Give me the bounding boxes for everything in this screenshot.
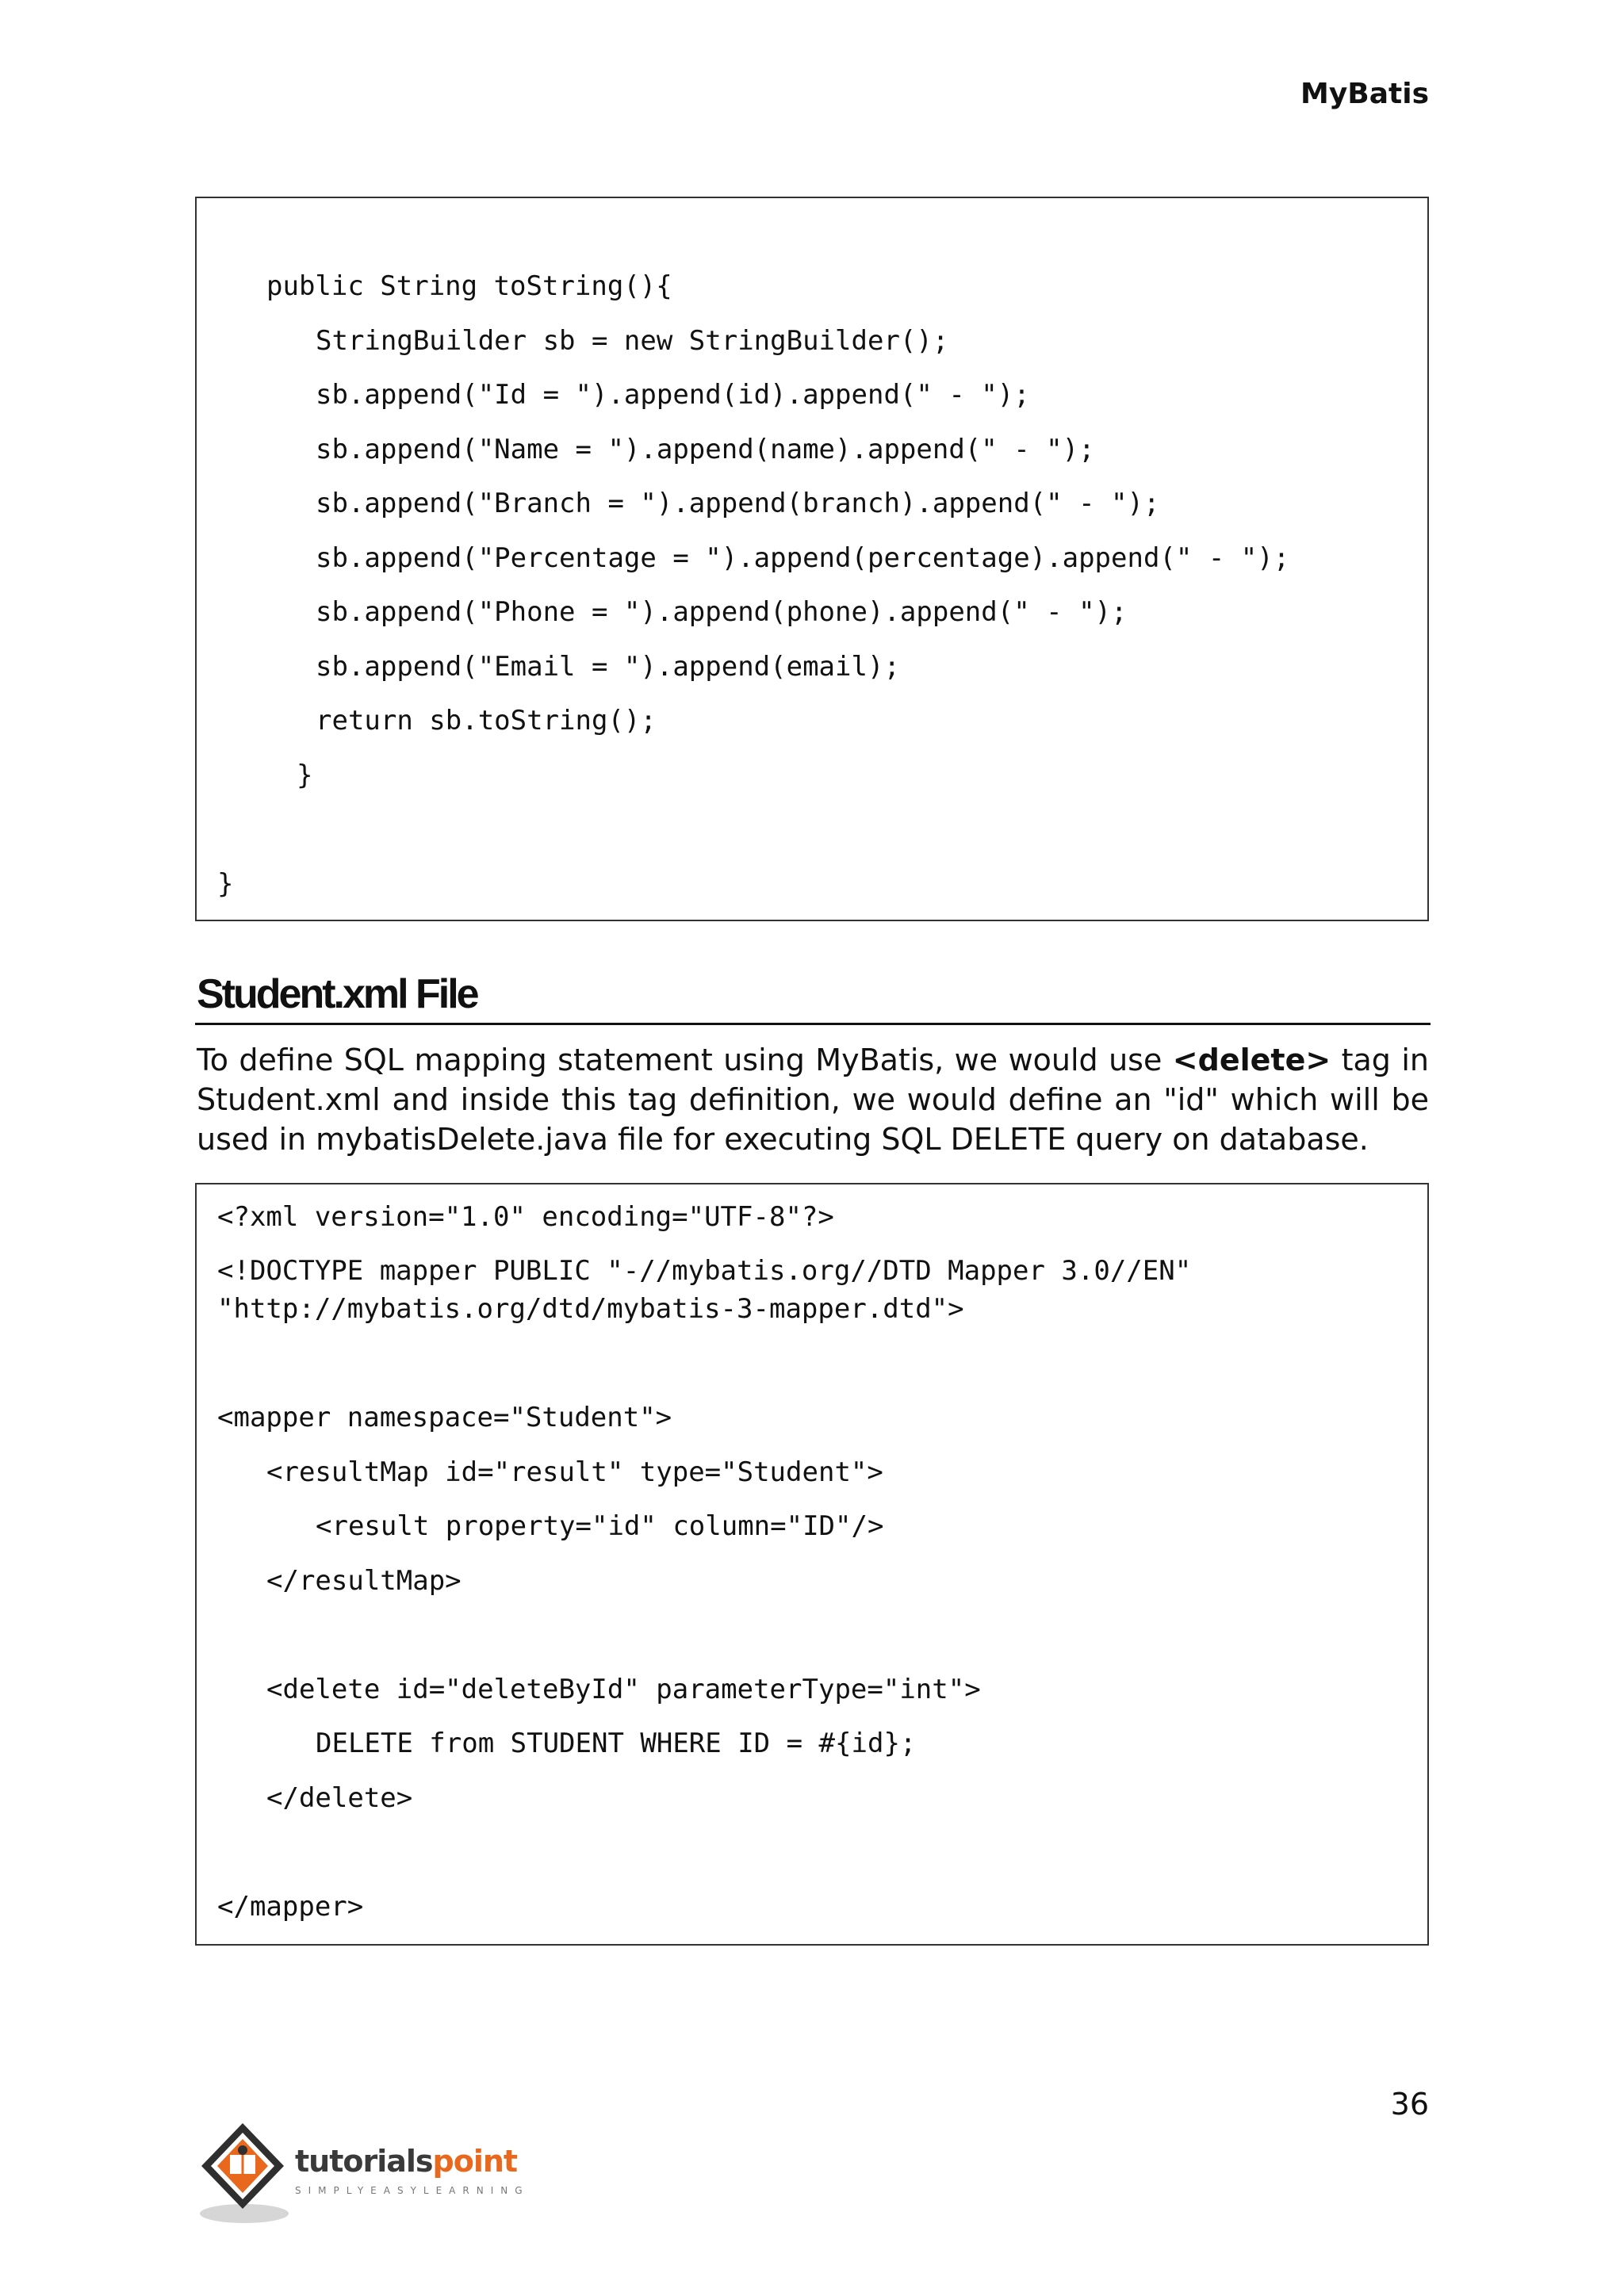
heading-underline <box>195 1023 1431 1025</box>
code-line: sb.append("Phone = ").append(phone).append(" - "); <box>316 596 1128 628</box>
code-line: "http://mybatis.org/dtd/mybatis-3-mapper.dtd"> <box>217 1293 964 1325</box>
code-line: </resultMap> <box>266 1565 462 1597</box>
code-line: <delete id="deleteById" parameterType="int"> <box>266 1674 981 1705</box>
code-line: </mapper> <box>217 1891 364 1923</box>
running-header-title: MyBatis <box>1300 78 1429 110</box>
code-line: <resultMap id="result" type="Student"> <box>266 1456 883 1488</box>
code-line: <!DOCTYPE mapper PUBLIC "-//mybatis.org//DTD Mapper 3.0//EN" <box>217 1255 1192 1287</box>
tutorialspoint-logo <box>195 2117 544 2228</box>
logo-wordmark <box>295 2144 517 2179</box>
code-line: sb.append("Id = ").append(id).append(" - "); <box>316 379 1030 411</box>
code-line: sb.append("Name = ").append(name).append(" - "); <box>316 434 1095 465</box>
code-line: <?xml version="1.0" encoding="UTF-8"?> <box>217 1201 834 1233</box>
body-paragraph <box>197 1040 1429 1159</box>
code-line: StringBuilder sb = new StringBuilder(); <box>316 325 949 357</box>
code-line: <result property="id" column="ID"/> <box>316 1510 884 1542</box>
paragraph-bold-tag: <delete> <box>1172 1043 1331 1077</box>
logo-diamond-icon <box>195 2117 290 2228</box>
code-line: } <box>217 868 234 900</box>
paragraph-text: tag in Student.xml and inside this tag definition, we would define an "id" which will be used in mybatisDelete.java file for executing SQL DELETE query on database. <box>197 1043 1429 1157</box>
logo-word-point: point <box>432 2144 518 2179</box>
section-heading: Student.xml File <box>197 971 477 1017</box>
code-line: sb.append("Email = ").append(email); <box>316 651 900 683</box>
code-line: </delete> <box>266 1782 413 1814</box>
code-block-tostring <box>195 197 1429 921</box>
code-line: return sb.toString(); <box>316 705 657 737</box>
code-line: <mapper namespace="Student"> <box>217 1402 672 1433</box>
logo-word-tutorials: tutorials <box>295 2144 433 2179</box>
code-block-student-xml <box>195 1183 1429 1946</box>
code-line: public String toString(){ <box>266 270 672 302</box>
code-line: sb.append("Branch = ").append(branch).append(" - "); <box>316 488 1160 519</box>
page-number: 36 <box>1390 2087 1429 2122</box>
code-line: sb.append("Percentage = ").append(percentage).append(" - "); <box>316 542 1290 574</box>
code-line: } <box>297 760 313 791</box>
paragraph-text: To define SQL mapping statement using MyBatis, we would use <box>197 1043 1173 1077</box>
code-line: DELETE from STUDENT WHERE ID = #{id}; <box>316 1728 917 1759</box>
logo-tagline: SIMPLYEASYLEARNING <box>295 2185 530 2196</box>
